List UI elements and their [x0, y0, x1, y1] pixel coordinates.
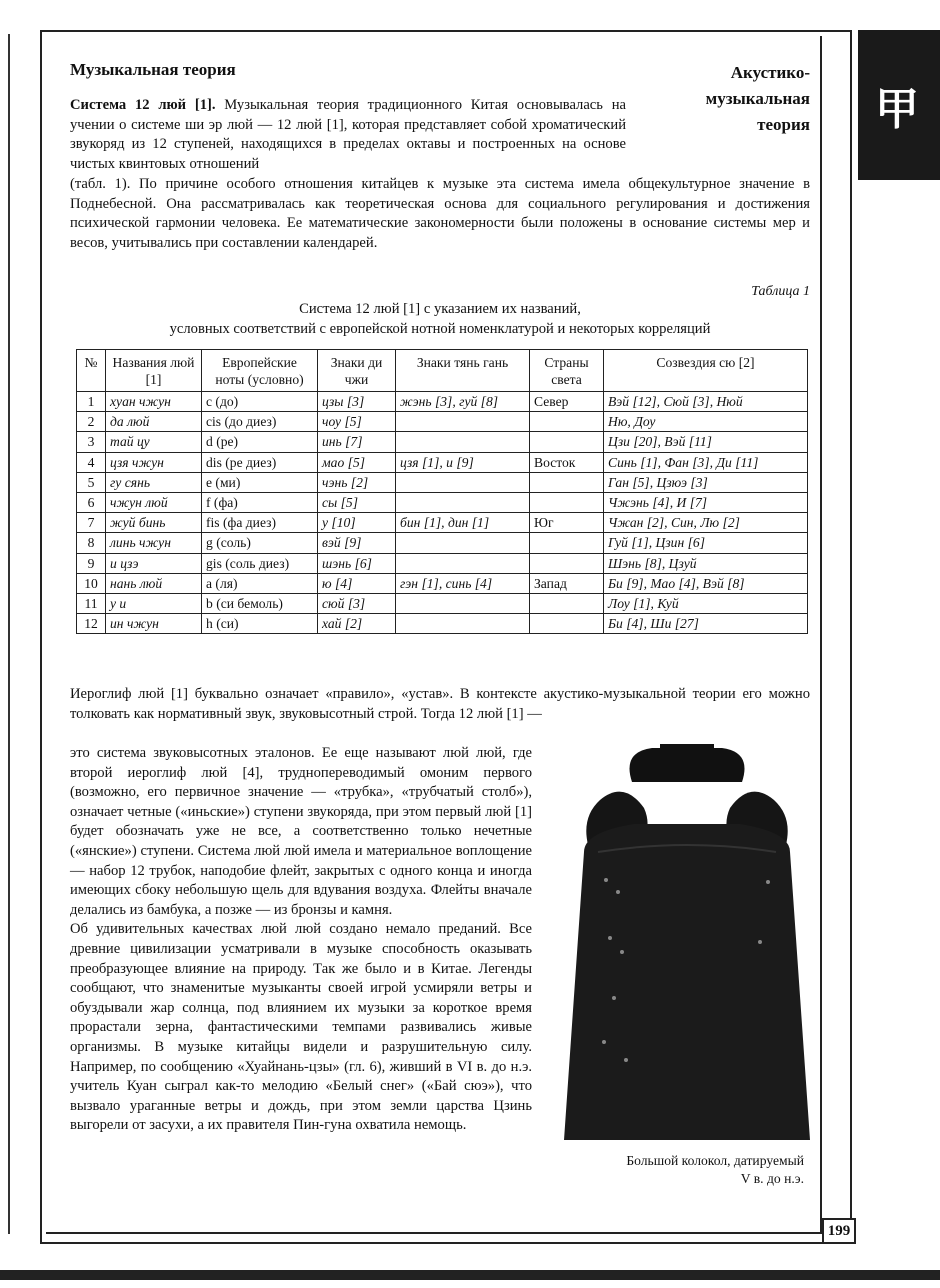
- table-row: [77, 533, 808, 553]
- column-header: №: [77, 350, 106, 392]
- table-cell: Ган [5], Цзюэ [3]: [604, 472, 808, 492]
- table-row: [77, 412, 808, 432]
- table-title-line: условных соответствий с европейской нотной номенклатурой и некоторых корреляций: [169, 321, 711, 337]
- table-cell: Би [4], Ши [27]: [604, 614, 808, 634]
- table-row: [77, 513, 808, 533]
- table-cell: Лоу [1], Куй: [604, 593, 808, 613]
- figure-caption-line: V в. до н.э.: [740, 1171, 804, 1186]
- side-title-line: Акустико-: [730, 63, 810, 82]
- table-cell: 8: [77, 533, 106, 553]
- table-cell: Восток: [530, 452, 604, 472]
- table-cell: 4: [77, 452, 106, 472]
- column-header: Названия люй [1]: [106, 350, 202, 392]
- table-label: Таблица 1: [751, 284, 810, 299]
- table-cell: [396, 432, 530, 452]
- table-cell: Чжэнь [4], И [7]: [604, 492, 808, 512]
- table-cell: [396, 472, 530, 492]
- table-row: [77, 553, 808, 573]
- table-cell: у и: [106, 593, 202, 613]
- table-cell: 1: [77, 392, 106, 412]
- table-cell: 7: [77, 513, 106, 533]
- table-row: [77, 573, 808, 593]
- table-cell: 9: [77, 553, 106, 573]
- table-cell: g (соль): [202, 533, 318, 553]
- side-title-line: музыкальная: [705, 89, 810, 108]
- intro-text-top: Музыкальная теория традиционного Китая основывалась на учении о системе ши эр люй — 12 люй [1], которая представляет собой хроматический звукоряд из 12 ступеней, находящихся в пределах октавы и построенных на основе чистых квинтовых отношений: [70, 97, 626, 172]
- table-cell: dis (ре диез): [202, 452, 318, 472]
- table-cell: Шэнь [8], Цзуй: [604, 553, 808, 573]
- table-cell: [530, 472, 604, 492]
- table-cell: сюй [3]: [318, 593, 396, 613]
- table-cell: [396, 593, 530, 613]
- column-header: Знаки тянь гань: [396, 350, 530, 392]
- table-cell: чоу [5]: [318, 412, 396, 432]
- table-cell: бин [1], дин [1]: [396, 513, 530, 533]
- table-row: [77, 492, 808, 512]
- body-paragraph-column: [70, 744, 532, 1136]
- table-cell: e (ми): [202, 472, 318, 492]
- table-cell: мао [5]: [318, 452, 396, 472]
- column-header: Созвездия сю [2]: [604, 350, 808, 392]
- column-header: Европейские ноты (условно): [202, 350, 318, 392]
- table-cell: сы [5]: [318, 492, 396, 512]
- intro-lead: Система 12 люй [1].: [70, 97, 216, 113]
- table-cell: Запад: [530, 573, 604, 593]
- table-cell: f (фа): [202, 492, 318, 512]
- table-cell: хай [2]: [318, 614, 396, 634]
- table-cell: 6: [77, 492, 106, 512]
- table-cell: [396, 614, 530, 634]
- table-cell: линь чжун: [106, 533, 202, 553]
- table-cell: [530, 553, 604, 573]
- side-title-line: теория: [757, 115, 810, 134]
- table-cell: [530, 593, 604, 613]
- table-cell: d (ре): [202, 432, 318, 452]
- table-cell: ю [4]: [318, 573, 396, 593]
- table-cell: Цзи [20], Вэй [11]: [604, 432, 808, 452]
- table-cell: [530, 533, 604, 553]
- column-header: Страны света: [530, 350, 604, 392]
- table-cell: h (си): [202, 614, 318, 634]
- table-cell: у [10]: [318, 513, 396, 533]
- table-cell: 2: [77, 412, 106, 432]
- table-cell: Ню, Доу: [604, 412, 808, 432]
- bottom-rule: [0, 1262, 940, 1288]
- table-body: [77, 392, 808, 634]
- table-cell: гэн [1], синь [4]: [396, 573, 530, 593]
- table-row: [77, 593, 808, 613]
- table-cell: b (си бемоль): [202, 593, 318, 613]
- table-row: [77, 432, 808, 452]
- figure-caption: [560, 1152, 804, 1188]
- table-cell: a (ля): [202, 573, 318, 593]
- column-header: Знаки ди чжи: [318, 350, 396, 392]
- table-cell: Синь [1], Фан [3], Ди [11]: [604, 452, 808, 472]
- table-cell: cis (до диез): [202, 412, 318, 432]
- table-cell: и цзэ: [106, 553, 202, 573]
- table-cell: [396, 492, 530, 512]
- side-title: [660, 60, 810, 138]
- table-cell: 12: [77, 614, 106, 634]
- table-cell: Чжан [2], Син, Лю [2]: [604, 513, 808, 533]
- table-cell: цзы [3]: [318, 392, 396, 412]
- body-paragraph: это система звуковысотных эталонов. Ее еще называют люй люй, где второй иероглиф люй [4], труднопереводимый омоним первого (возможно, его первичное значение — «трубка», «трубчатый столб»), означает четные («иньские») ступени звукоряда, при этом первый люй [1] будет обозначать уже не все, а соответственно только нечетные («янские») ступени. Система люй люй имела и материальное воплощение — набор 12 трубок, наподобие флейт, закрытых с одного конца и иногда имеющих сбоку небольшую щель для вдувания воздуха. Флейты вначале делались из бамбука, а позже — из бронзы и камня.: [70, 745, 532, 918]
- table-cell: 11: [77, 593, 106, 613]
- table-row: [77, 392, 808, 412]
- page-number: 199: [822, 1218, 856, 1244]
- table-cell: Би [9], Мао [4], Вэй [8]: [604, 573, 808, 593]
- table-cell: ин чжун: [106, 614, 202, 634]
- table-row: [77, 452, 808, 472]
- table-cell: gis (соль диез): [202, 553, 318, 573]
- table-cell: Гуй [1], Цзин [6]: [604, 533, 808, 553]
- section-header: Музыкальная теория: [70, 60, 236, 79]
- table-cell: c (до): [202, 392, 318, 412]
- table-cell: [396, 533, 530, 553]
- table-cell: [530, 492, 604, 512]
- table-cell: вэй [9]: [318, 533, 396, 553]
- table-cell: 3: [77, 432, 106, 452]
- table-cell: [530, 614, 604, 634]
- table-cell: [530, 432, 604, 452]
- intro-paragraph-full: (табл. 1). По причине особого отношения китайцев к музыке эта система имела общекультурное значение в Поднебесной. Она рассматривалась как теоретическая основа для социального регулирования и достижения психической гармонии человека. Ее математические закономерности были положены в основание системы мер и весов, учитывались при составлении календарей.: [70, 176, 810, 251]
- table-cell: жуй бинь: [106, 513, 202, 533]
- table-header-row: [77, 350, 808, 392]
- table-cell: чэнь [2]: [318, 472, 396, 492]
- intro-paragraph-top: [70, 96, 626, 174]
- table-cell: нань люй: [106, 573, 202, 593]
- lu-system-table: [76, 349, 808, 634]
- table-cell: чжун люй: [106, 492, 202, 512]
- table-cell: [530, 412, 604, 432]
- table-cell: цзя чжун: [106, 452, 202, 472]
- body-paragraph: Об удивительных качествах люй люй создано немало преданий. Все древние цивилизации усматривали в музыке способность оказывать преобразующее влияние на природу. Так же было и в Китае. Легенды сообщают, что знаменитые музыканты своей игрой усмиряли ветры и обуздывали жар солнца, под влиянием их музыки за короткое время прорастали зерна, фантастическими темпами развивались живые организмы. В музыке китайцы видели и разрушительную силу. Например, по сообщению «Хуайнань-цзы» (гл. 6), живший в VI в. до н.э. учитель Куан сыграл как-то мелодию «Белый снег» («Бай сюэ»), что вызвало ураганные ветры и дождь, при этом земли царства Цзинь выгорели от засухи, а их правителя Пин-гуна охватила немощь.: [70, 921, 532, 1134]
- left-margin-rule: [8, 34, 10, 1234]
- table-cell: гу сянь: [106, 472, 202, 492]
- table-cell: 5: [77, 472, 106, 492]
- table-cell: fis (фа диез): [202, 513, 318, 533]
- table-cell: да люй: [106, 412, 202, 432]
- table-cell: Север: [530, 392, 604, 412]
- table-cell: тай цу: [106, 432, 202, 452]
- table-title: [70, 299, 810, 339]
- table-cell: 10: [77, 573, 106, 593]
- table-cell: шэнь [6]: [318, 553, 396, 573]
- table-title-line: Система 12 люй [1] с указанием их названий,: [299, 301, 581, 317]
- table-cell: инь [7]: [318, 432, 396, 452]
- table-cell: [396, 553, 530, 573]
- table-cell: цзя [1], и [9]: [396, 452, 530, 472]
- table-cell: хуан чжун: [106, 392, 202, 412]
- table-row: [77, 472, 808, 492]
- body-paragraph-wide: Иероглиф люй [1] буквально означает «правило», «устав». В контексте акустико-музыкальной теории его можно толковать как нормативный звук, звуковысотный строй. Тогда 12 люй [1] —: [70, 686, 810, 722]
- table-cell: [396, 412, 530, 432]
- chapter-tab: [858, 30, 940, 180]
- table-row: [77, 614, 808, 634]
- figure-caption-line: Большой колокол, датируемый: [626, 1153, 804, 1168]
- table-cell: жэнь [3], гуй [8]: [396, 392, 530, 412]
- bronze-bell-photo: [564, 742, 810, 1140]
- table-cell: Юг: [530, 513, 604, 533]
- table-cell: Вэй [12], Сюй [3], Нюй: [604, 392, 808, 412]
- chinese-character-glyph: 甲: [875, 84, 919, 135]
